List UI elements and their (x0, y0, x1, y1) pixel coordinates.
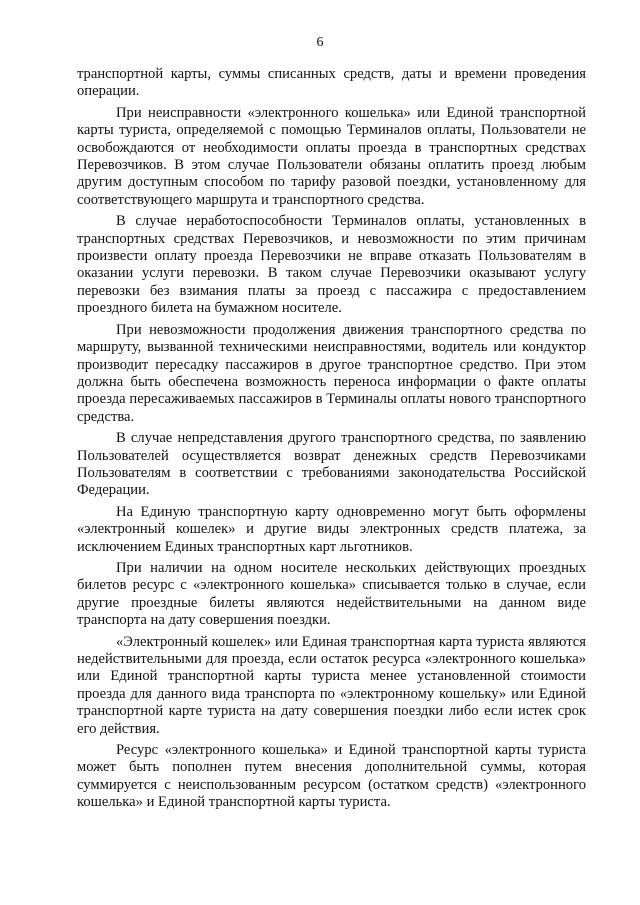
page-number: 6 (316, 35, 324, 50)
paragraph: В случае непредставления другого транспортного средства, по заявлению Пользователей осуществляется возврат денежных средств Перевозчиками Пользователям в соответствии с требованиями законодательства Российской Федерации. (77, 430, 586, 499)
paragraph: На Единую транспортную карту одновременно могут быть оформлены «электронный кошелек» и другие виды электронных средств платежа, за исключением Единых транспортных карт льготников. (77, 503, 586, 555)
paragraph: При наличии на одном носителе нескольких действующих проездных билетов ресурс с «электронного кошелька» списывается только в случае, если другие проездные билеты являются недействительными на данном виде транспорта на дату совершения поездки. (77, 559, 586, 629)
paragraph: Ресурс «электронного кошелька» и Единой транспортной карты туриста может быть пополнен путем внесения дополнительной суммы, которая суммируется с неиспользованным ресурсом (остатком средств) «электронного кошелька» и Единой транспортной карты туриста. (77, 742, 586, 811)
paragraph: В случае неработоспособности Терминалов оплаты, установленных в транспортных средствах Перевозчиков, и невозможности по этим причинам произвести оплату проезда Перевозчики не вправе отказать Пользователям в оказании услуги перевозки. В таком случае Перевозчики оказывают услугу перевозки без взимания платы за проезд с пассажира с предоставлением проездного билета на бумажном носителе. (77, 213, 586, 317)
paragraph: При невозможности продолжения движения транспортного средства по маршруту, вызванной техническими неисправностями, водитель или кондуктор производит пересадку пассажиров в другое транспортное средство. При этом должна быть обеспечена возможность переноса информации о факте оплаты проезда пересаживаемых пассажиров в Терминалы оплаты нового транспортного средства. (77, 321, 586, 425)
paragraph: транспортной карты, суммы списанных средств, даты и времени проведения операции. (77, 66, 586, 100)
document-body (77, 66, 586, 816)
paragraph: При неисправности «электронного кошелька» или Единой транспортной карты туриста, определяемой с помощью Терминалов оплаты, Пользователи не освобождаются от необходимости оплаты проезда в транспортных средствах Перевозчиков. В этом случае Пользователи обязаны оплатить проезд любым другим доступным способом по тарифу разовой поездки, установленному для соответствующего маршрута и транспортного средства. (77, 104, 586, 208)
paragraph: «Электронный кошелек» или Единая транспортная карта туриста являются недействительными для проезда, если остаток ресурса «электронного кошелька» или Единой транспортной карты туриста менее установленной стоимости проезда для данного вида транспорта по «электронному кошельку» или Единой транспортной карте туриста на дату совершения поездки либо если истек срок его действия. (77, 633, 586, 737)
